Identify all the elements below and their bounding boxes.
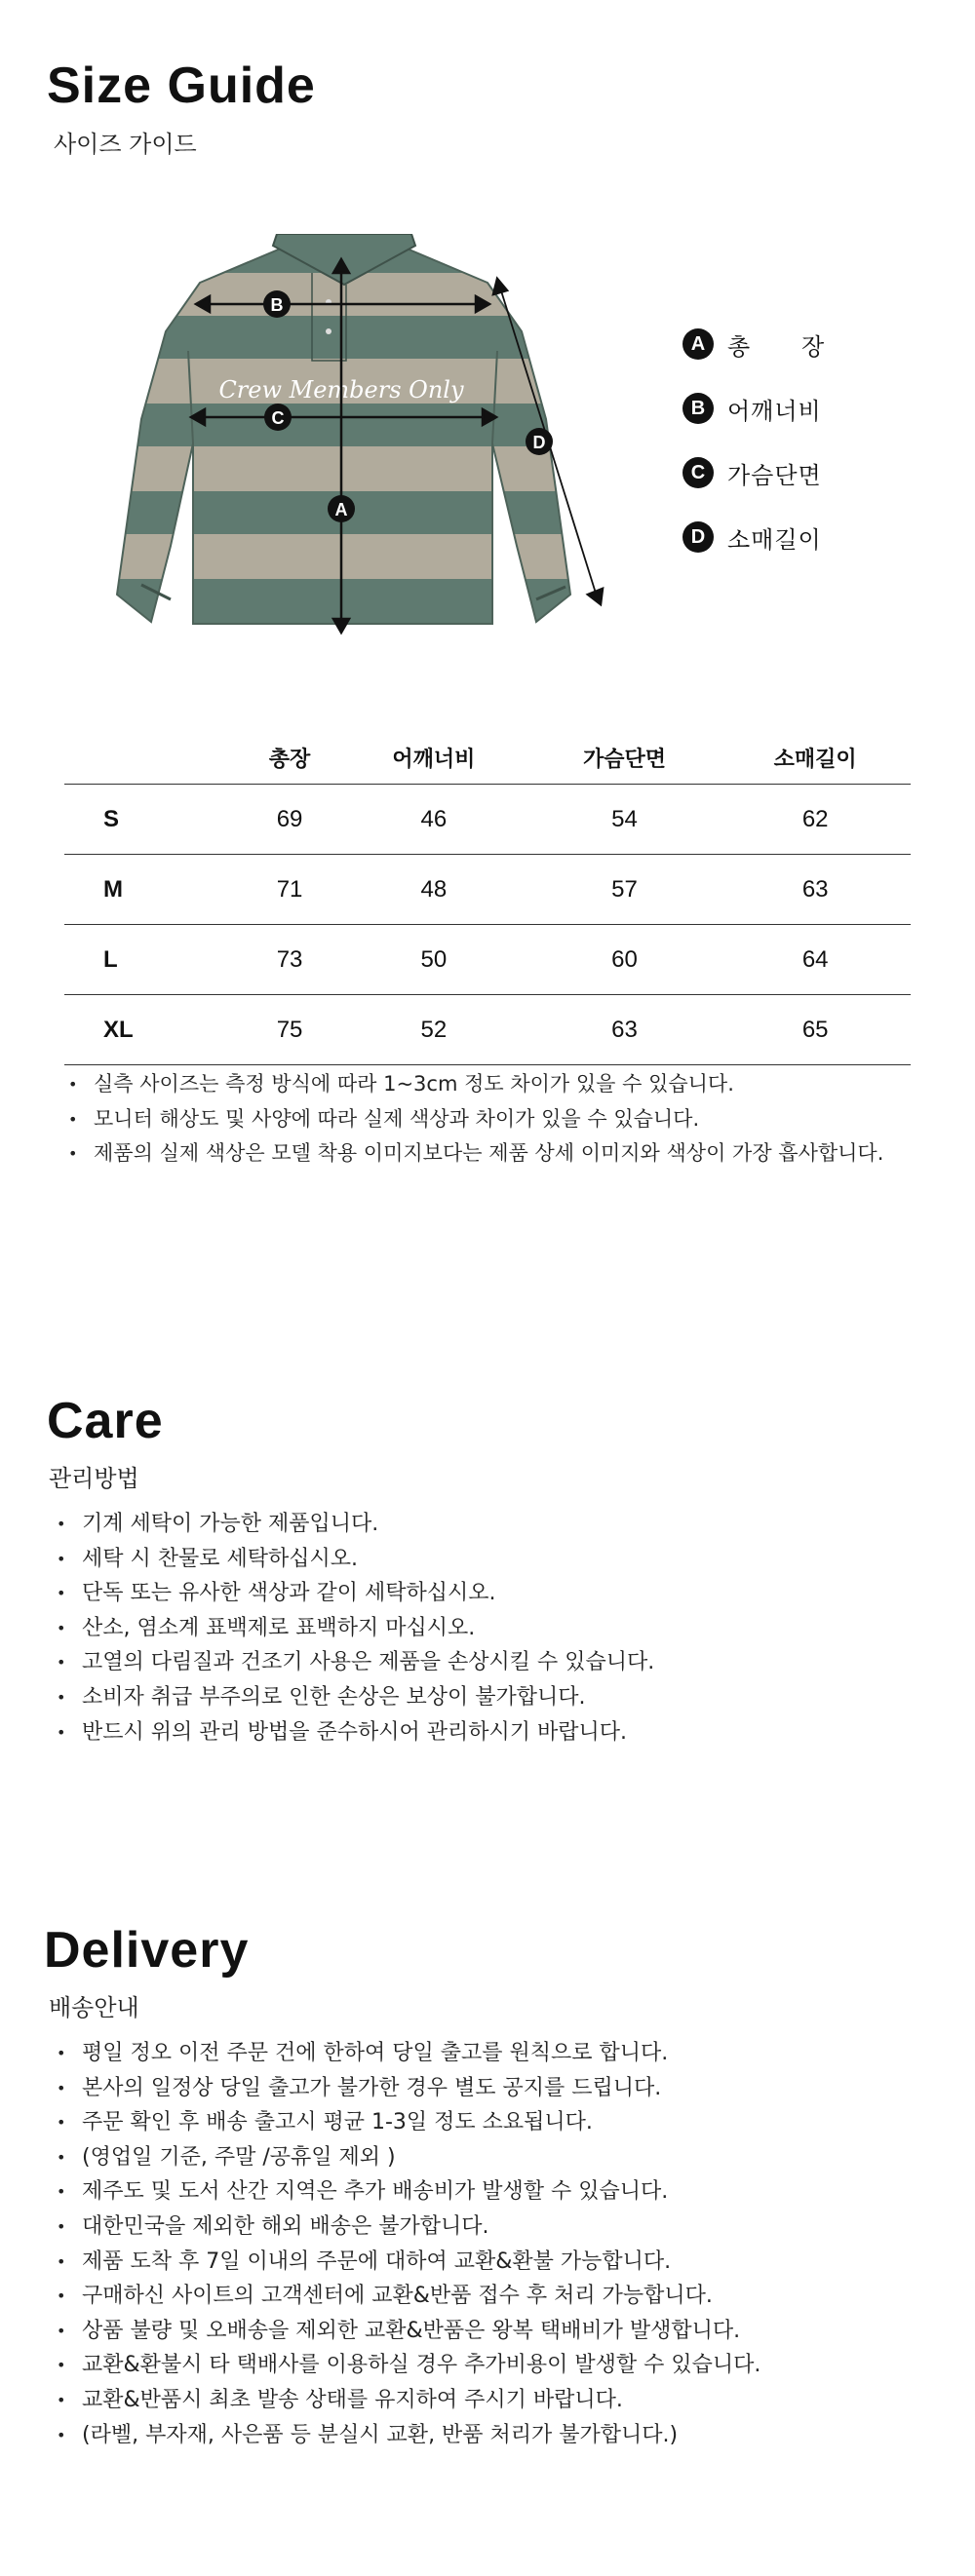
table-row [64, 855, 911, 925]
shirt-measurement-diagram [107, 234, 614, 653]
size-cell: S [64, 785, 241, 855]
value-cell: 63 [529, 995, 721, 1065]
value-cell: 71 [241, 855, 338, 925]
legend-item-chest-width [682, 441, 825, 505]
size-cell: M [64, 855, 241, 925]
list-item: • 제주도 및 도서 산간 지역은 추가 배송비가 발생할 수 있습니다. [49, 2174, 760, 2210]
legend-label: 소매길이 [727, 525, 822, 554]
legend-label: 어깨너비 [727, 397, 822, 425]
value-cell: 73 [241, 925, 338, 995]
value-cell: 63 [720, 855, 911, 925]
marker-a: A [334, 500, 348, 519]
marker-d: D [532, 433, 546, 452]
marker-b: B [270, 295, 284, 315]
list-item: • 교환&반품시 최초 발송 상태를 유지하여 주시기 바랍니다. [49, 2383, 760, 2418]
size-guide-title: Size Guide [47, 58, 316, 114]
list-item: • 모니터 해상도 및 사양에 따라 실제 색상과 차이가 있을 수 있습니다. [60, 1102, 883, 1137]
legend-label: 가슴단면 [727, 461, 822, 489]
value-cell: 46 [338, 785, 529, 855]
size-guide-subtitle: 사이즈 가이드 [54, 131, 197, 158]
list-item: • 제품의 실제 색상은 모델 착용 이미지보다는 제품 상세 이미지와 색상이 가장 흡사합니다. [60, 1136, 883, 1172]
list-item: • 소비자 취급 부주의로 인한 손상은 보상이 불가합니다. [49, 1680, 654, 1715]
list-item: • 반드시 위의 관리 방법을 준수하시어 관리하시기 바랍니다. [49, 1715, 654, 1750]
delivery-subtitle: 배송안내 [49, 1994, 139, 2021]
column-header-sleeve-length: 소매길이 [720, 731, 911, 785]
list-item: • 제품 도착 후 7일 이내의 주문에 대하여 교환&환불 가능합니다. [49, 2245, 760, 2280]
marker-c: C [271, 408, 285, 428]
column-header-size [64, 731, 241, 785]
list-item: • 대한민국을 제외한 해외 배송은 불가합니다. [49, 2210, 760, 2245]
legend-badge-a: A [682, 328, 714, 360]
value-cell: 75 [241, 995, 338, 1065]
size-cell: XL [64, 995, 241, 1065]
value-cell: 64 [720, 925, 911, 995]
list-item: • 산소, 염소계 표백제로 표백하지 마십시오. [49, 1611, 654, 1646]
care-subtitle: 관리방법 [49, 1465, 139, 1492]
size-table [64, 731, 911, 1065]
legend-label: 총 장 [727, 332, 826, 361]
value-cell: 62 [720, 785, 911, 855]
column-header-chest-width: 가슴단면 [529, 731, 721, 785]
legend-item-sleeve-length [682, 505, 825, 569]
size-table-header-row [64, 731, 911, 785]
value-cell: 54 [529, 785, 721, 855]
list-item: • (라벨, 부자재, 사은품 등 분실시 교환, 반품 처리가 불가합니다.) [49, 2418, 760, 2453]
value-cell: 50 [338, 925, 529, 995]
care-list [49, 1507, 654, 1749]
list-item: • 기계 세탁이 가능한 제품입니다. [49, 1507, 654, 1542]
list-item: • 평일 정오 이전 주문 건에 한하여 당일 출고를 원칙으로 합니다. [49, 2036, 760, 2071]
list-item: • 주문 확인 후 배송 출고시 평균 1-3일 정도 소요됩니다. [49, 2105, 760, 2140]
size-notes-list [60, 1067, 883, 1172]
legend-badge-d: D [682, 521, 714, 553]
list-item: • 구매하신 사이트의 고객센터에 교환&반품 접수 후 처리 가능합니다. [49, 2279, 760, 2314]
legend-badge-c: C [682, 457, 714, 488]
list-item: • 실측 사이즈는 측정 방식에 따라 1~3cm 정도 차이가 있을 수 있습니다. [60, 1067, 883, 1102]
delivery-title: Delivery [44, 1922, 250, 1979]
legend-item-total-length [682, 312, 825, 376]
care-title: Care [47, 1393, 164, 1449]
list-item: • 고열의 다림질과 건조기 사용은 제품을 손상시킬 수 있습니다. [49, 1645, 654, 1680]
column-header-shoulder-width: 어깨너비 [338, 731, 529, 785]
table-row [64, 995, 911, 1065]
table-row [64, 785, 911, 855]
measurement-legend [682, 312, 825, 569]
delivery-list [49, 2036, 760, 2452]
shirt-chest-script: Crew Members Only [218, 376, 464, 404]
list-item: • 상품 불량 및 오배송을 제외한 교환&반품은 왕복 택배비가 발생합니다. [49, 2314, 760, 2349]
list-item: • 교환&환불시 타 택배사를 이용하실 경우 추가비용이 발생할 수 있습니다. [49, 2348, 760, 2383]
value-cell: 69 [241, 785, 338, 855]
legend-item-shoulder-width [682, 376, 825, 441]
value-cell: 60 [529, 925, 721, 995]
value-cell: 65 [720, 995, 911, 1065]
value-cell: 48 [338, 855, 529, 925]
list-item: • (영업일 기준, 주말 /공휴일 제외 ) [49, 2140, 760, 2175]
list-item: • 본사의 일정상 당일 출고가 불가한 경우 별도 공지를 드립니다. [49, 2071, 760, 2106]
value-cell: 57 [529, 855, 721, 925]
list-item: • 단독 또는 유사한 색상과 같이 세탁하십시오. [49, 1576, 654, 1611]
list-item: • 세탁 시 찬물로 세탁하십시오. [49, 1542, 654, 1577]
legend-badge-b: B [682, 393, 714, 424]
size-cell: L [64, 925, 241, 995]
column-header-total-length: 총장 [241, 731, 338, 785]
table-row [64, 925, 911, 995]
value-cell: 52 [338, 995, 529, 1065]
